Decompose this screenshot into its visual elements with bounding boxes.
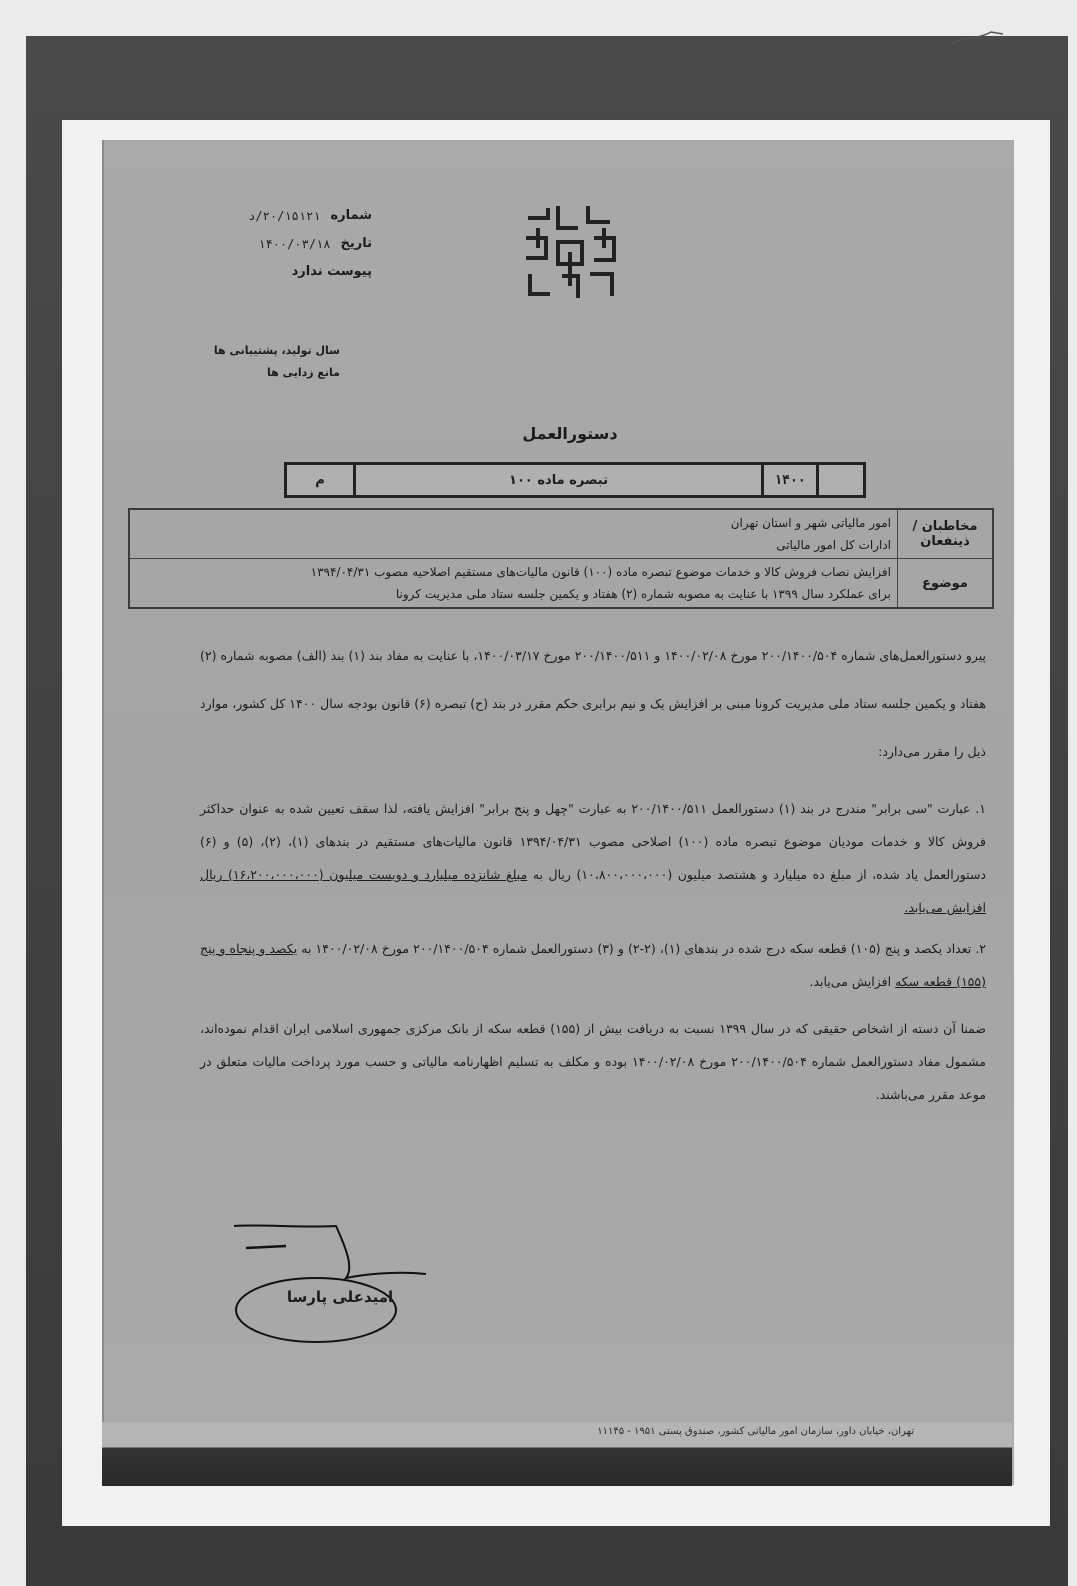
date-label: تاریخ xyxy=(340,236,372,251)
item-2-emphasis: یکصد و پنجاه و پنج (۱۵۵) قطعه سکه xyxy=(200,941,986,989)
letter-date-row xyxy=(212,230,372,258)
recipients-label: مخاطبان / ذینفعان xyxy=(898,509,994,559)
item-2-paragraph xyxy=(200,932,986,998)
organization-emblem-icon xyxy=(518,198,624,308)
footer-address: تهران، خیابان داور، سازمان امور مالیاتی کشور، صندوق پستی ۱۹۵۱ - ۱۱۱۴۵ xyxy=(597,1426,914,1437)
closing-paragraph: ضمنا آن دسته از اشخاص حقیقی که در سال ۱۳۹۹ نسبت به دریافت بیش از (۱۵۵) قطعه سکه از بانک مرکزی جمهوری اسلامی ایران اقدام نموده‌اند، مشمول مفاد دستورالعمل شماره ۲۰۰/۱۴۰۰/۵۰۴ مورخ ۱۴۰۰/۰۲/۰۸ بوده و مکلف به تسلیم اظهارنامه مالیاتی و حسب مورد پرداخت مالیات متعلق در موعد مقرر می‌باشند. xyxy=(200,1021,986,1102)
attachment-label: پیوست ندارد xyxy=(291,264,372,279)
subject-line-2: برای عملکرد سال ۱۳۹۹ با عنایت به مصوبه شماره (۲) هفتاد و یکمین جلسه ستاد ملی مدیریت کرونا xyxy=(395,587,891,601)
recipients-row xyxy=(129,509,993,559)
subject-label: موضوع xyxy=(898,559,994,609)
instruction-code-box xyxy=(284,462,866,498)
item-2-text: ۲. تعداد یکصد و پنج (۱۰۵) قطعه سکه درج شده در بندهای (۱)، (۲-۲) و (۳) دستورالعمل شماره ۲۰۰/۱۴۰۰/۵۰۴ مورخ ۱۴۰۰/۰۲/۰۸ به xyxy=(301,941,987,956)
document-title: دستورالعمل xyxy=(522,424,618,443)
subject-row xyxy=(129,559,993,609)
code-box-subject: تبصره ماده ۱۰۰ xyxy=(353,465,761,495)
slogan-line-1: سال تولید، پشتیبانی ها xyxy=(213,344,340,357)
item-2-end: افزایش می‌یابد. xyxy=(809,974,892,989)
signer-name: امیدعلی پارسا xyxy=(286,1288,394,1306)
instruction-body xyxy=(200,632,986,1111)
recipient-line-1: امور مالیاتی شهر و استان تهران xyxy=(730,516,891,530)
letter-number-row xyxy=(212,202,372,230)
item-1-emphasis: مبلغ شانزده میلیارد و دویست میلیون (۱۶،۲۰۰،۰۰۰،۰۰۰) ریال افزایش می‌یابد. xyxy=(200,867,986,915)
recipients-cell xyxy=(129,509,898,559)
recipients-subject-table xyxy=(128,508,994,609)
intro-paragraph: پیرو دستورالعمل‌های شماره ۲۰۰/۱۴۰۰/۵۰۴ مورخ ۱۴۰۰/۰۲/۰۸ و ۲۰۰/۱۴۰۰/۵۱۱ مورخ ۱۴۰۰/۰۳/۱۷، با عنایت به مفاد بند (۱) بند (الف) مصوبه شماره (۲) هفتاد و یکمین جلسه ستاد ملی مدیریت کرونا مبنی بر افزایش یک و نیم برابری حکم مقرر در بند (ح) تبصره (۶) قانون بودجه سال ۱۴۰۰ کل کشور، موارد ذیل را مقرر می‌دارد: xyxy=(200,648,986,759)
number-value: ۲۰/۱۵۱۲۱/د xyxy=(248,209,321,223)
item-1-text: ۱. عبارت "سی برابر" مندرج در بند (۱) دستورالعمل ۲۰۰/۱۴۰۰/۵۱۱ به عبارت "چهل و پنج برابر" افزایش یافته، لذا سقف تعیین شده به عنوان حداکثر فروش کالا و خدمات مودیان موضوع تبصره ماده (۱۰۰) اصلاحی مصوب ۱۳۹۴/۰۴/۳۱ قانون مالیات‌های مستقیم در بندهای (۱)، (۲)، (۵) و (۶) دستورالعمل یاد شده، از مبلغ ده میلیارد و هشتصد میلیون (۱۰،۸۰۰،۰۰۰،۰۰۰) ریال به xyxy=(200,801,986,882)
code-box-letter: م xyxy=(315,472,325,488)
code-box-year: ۱۴۰۰ xyxy=(761,465,816,495)
attachment-row xyxy=(212,258,372,286)
letter-meta xyxy=(212,202,372,286)
date-value: ۱۴۰۰/۰۳/۱۸ xyxy=(258,237,331,251)
recipient-line-2: ادارات کل امور مالیاتی xyxy=(776,538,891,552)
number-label: شماره xyxy=(330,208,372,223)
year-slogan xyxy=(210,340,340,384)
code-box-blank-cell xyxy=(816,465,863,495)
slogan-line-2: مانع زدایی ها xyxy=(266,366,340,379)
corner-staple-mark xyxy=(947,22,1007,52)
subject-cell xyxy=(129,559,898,609)
subject-line-1: افزایش نصاب فروش کالا و خدمات موضوع تبصره ماده (۱۰۰) قانون مالیات‌های مستقیم اصلاحیه مصوب ۱۳۹۴/۰۴/۳۱ xyxy=(310,565,891,579)
item-1-paragraph xyxy=(200,792,986,924)
